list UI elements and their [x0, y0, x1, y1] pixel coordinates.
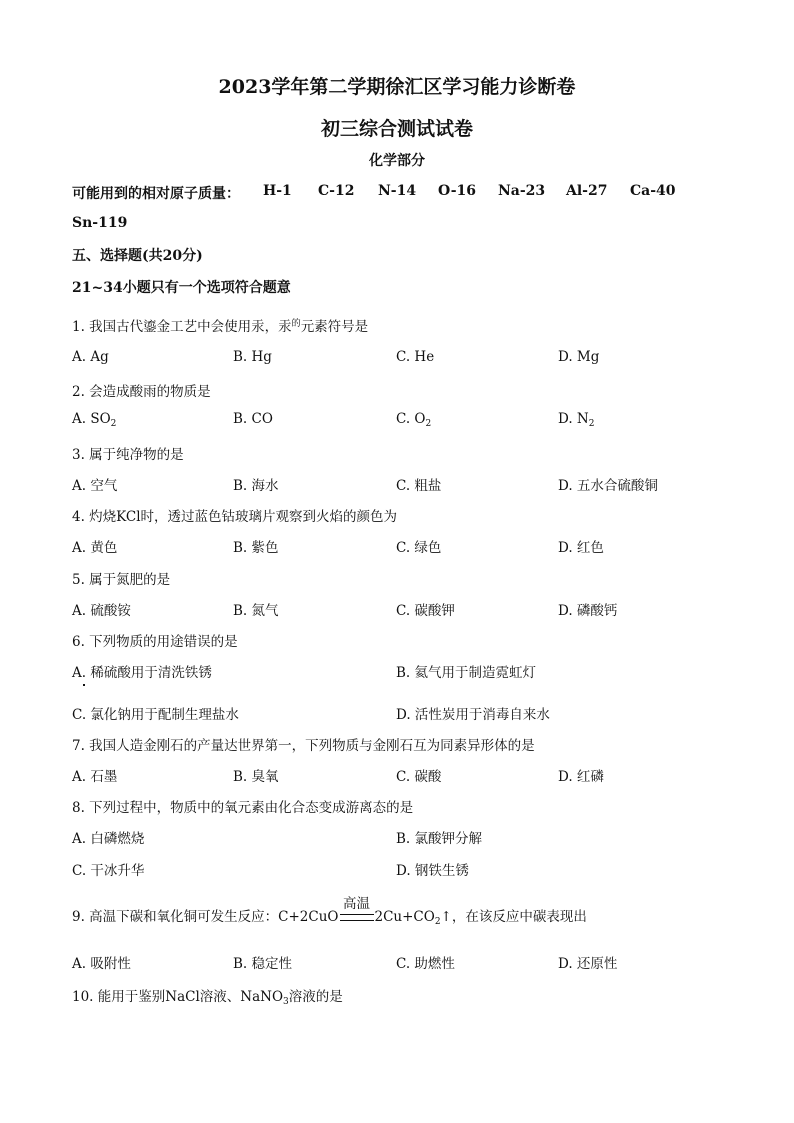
atomic-mass-extra: Sn-119	[72, 215, 128, 231]
exam-title: 2023学年第二学期徐汇区学习能力诊断卷	[218, 76, 576, 98]
question-8-stem: 8. 下列过程中，物质中的氧元素由化合态变成游离态的是	[72, 800, 414, 816]
question-1-option-c[interactable]: C. He	[396, 349, 435, 365]
atomic-mass-item: Na-23	[498, 183, 546, 199]
question-6-option-d[interactable]: D. 活性炭用于消毒自来水	[396, 707, 550, 723]
atomic-mass-item: Ca-40	[630, 183, 676, 199]
atomic-mass-item: Al-27	[566, 183, 608, 199]
question-5-option-b[interactable]: B. 氮气	[233, 603, 279, 619]
question-4-option-c[interactable]: C. 绿色	[396, 540, 442, 556]
question-3-option-d[interactable]: D. 五水合硫酸铜	[558, 478, 658, 494]
question-6-option-c[interactable]: C. 氯化钠用于配制生理盐水	[72, 707, 239, 723]
question-3-option-c[interactable]: C. 粗盐	[396, 478, 442, 494]
section-title: 化学部分	[369, 153, 425, 169]
question-8-option-c[interactable]: C. 干冰升华	[72, 863, 145, 879]
stray-mark: 的	[291, 319, 301, 329]
question-7-stem: 7. 我国人造金刚石的产量达世界第一，下列物质与金刚石互为同素异形体的是	[72, 738, 535, 754]
atomic-mass-item: N-14	[378, 183, 417, 199]
question-5-option-c[interactable]: C. 碳酸钾	[396, 603, 455, 619]
question-9-stem: 9. 高温下碳和氧化铜可发生反应：C+2CuO 高温 $2Cu+CO_2↑$，在该反应中碳表现出	[72, 905, 587, 927]
question-2-option-b[interactable]: B. CO	[233, 411, 273, 427]
question-1-option-d[interactable]: D. Mg	[558, 349, 600, 365]
question-8-option-a[interactable]: A. 白磷燃烧	[72, 831, 145, 847]
question-6-option-b[interactable]: B. 氦气用于制造霓虹灯	[396, 665, 537, 681]
question-6-option-a[interactable]: A. 稀硫酸用于清洗铁锈	[72, 665, 212, 681]
question-5-option-a[interactable]: A. 硫酸铵	[72, 603, 131, 619]
question-8-option-b[interactable]: B. 氯酸钾分解	[396, 831, 483, 847]
question-4-option-d[interactable]: D. 红色	[558, 540, 604, 556]
reaction-condition: 高温	[343, 896, 370, 912]
question-1-option-a[interactable]: A. Ag	[72, 349, 109, 365]
question-9-option-d[interactable]: D. 还原性	[558, 956, 618, 972]
stray-dot	[83, 684, 85, 686]
atomic-mass-item: O-16	[438, 183, 477, 199]
question-1-option-b[interactable]: B. Hg	[233, 349, 272, 365]
exam-subtitle: 初三综合测试试卷	[320, 118, 473, 140]
question-9-option-a[interactable]: A. 吸附性	[72, 956, 131, 972]
question-1-stem: 1. 我国古代鎏金工艺中会使用汞，汞$^的$元素符号是	[72, 319, 369, 335]
question-2-option-d[interactable]: D. $N_2$	[558, 411, 595, 429]
part-heading: 五、选择题(共20分)	[72, 248, 203, 264]
question-4-option-a[interactable]: A. 黄色	[72, 540, 118, 556]
question-8-option-d[interactable]: D. 钢铁生锈	[396, 863, 469, 879]
question-3-stem: 3. 属于纯净物的是	[72, 447, 184, 463]
question-7-option-a[interactable]: A. 石墨	[72, 769, 118, 785]
question-7-option-c[interactable]: C. 碳酸	[396, 769, 442, 785]
question-7-option-b[interactable]: B. 臭氧	[233, 769, 279, 785]
atomic-mass-item: C-12	[318, 183, 355, 199]
question-2-option-c[interactable]: C. $O_2$	[396, 411, 432, 429]
question-2-stem: 2. 会造成酸雨的物质是	[72, 384, 211, 400]
atomic-mass-item: H-1	[263, 183, 292, 199]
question-3-option-a[interactable]: A. 空气	[72, 478, 118, 494]
question-3-option-b[interactable]: B. 海水	[233, 478, 279, 494]
question-7-option-d[interactable]: D. 红磷	[558, 769, 604, 785]
question-4-option-b[interactable]: B. 紫色	[233, 540, 279, 556]
question-9-option-b[interactable]: B. 稳定性	[233, 956, 293, 972]
question-9-option-c[interactable]: C. 助燃性	[396, 956, 455, 972]
atomic-mass-label: 可能用到的相对原子质量：	[72, 186, 240, 202]
question-5-stem: 5. 属于氮肥的是	[72, 572, 171, 588]
question-6-stem: 6. 下列物质的用途错误的是	[72, 634, 238, 650]
part-instruction: 21~34小题只有一个选项符合题意	[72, 280, 291, 296]
reaction-arrow	[339, 896, 375, 925]
question-10-stem: 10. 能用于鉴别NaCl溶液、NaNO$_3$溶液的是	[72, 989, 343, 1007]
question-4-stem: 4. 灼烧KCl时，透过蓝色钴玻璃片观察到火焰的颜色为	[72, 509, 398, 525]
question-2-option-a[interactable]: A. $SO_2$	[72, 411, 117, 429]
question-5-option-d[interactable]: D. 磷酸钙	[558, 603, 618, 619]
